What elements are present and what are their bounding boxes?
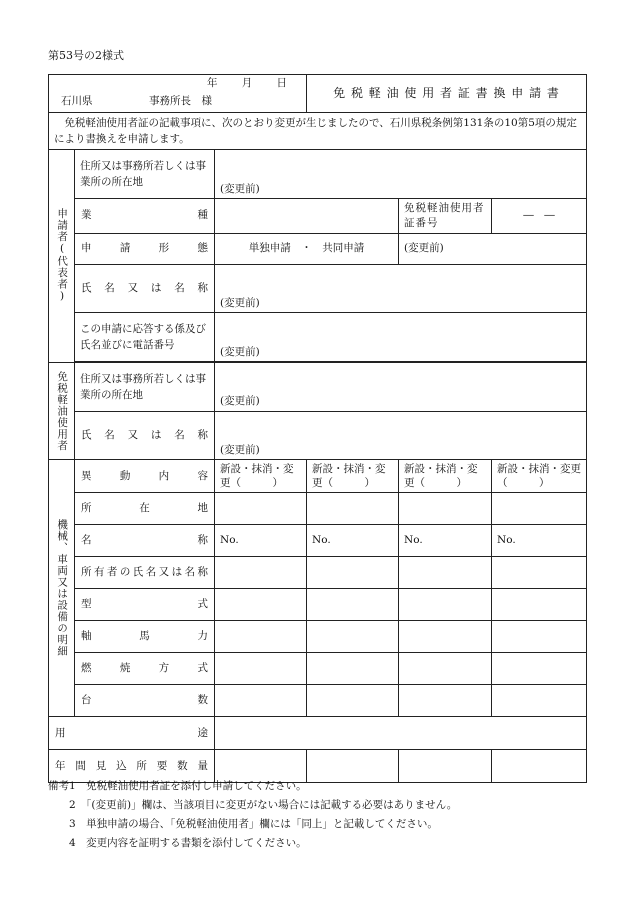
date-addressee-cell bbox=[49, 75, 307, 113]
owner-value-2[interactable] bbox=[307, 557, 399, 589]
applicant-address-label: 住所又は事務所若しくは事業所の所在地 bbox=[75, 150, 215, 199]
count-value-3[interactable] bbox=[399, 685, 492, 717]
form-title: 免 税 軽 油 使 用 者 証 書 換 申 請 書 bbox=[307, 75, 587, 113]
location-label: 所在地 bbox=[75, 493, 215, 525]
applicant-group-label: 申請者(代表者) bbox=[49, 150, 75, 363]
combustion-value-2[interactable] bbox=[307, 653, 399, 685]
location-value-1[interactable] bbox=[215, 493, 307, 525]
cert-number-value[interactable]: ― ― bbox=[492, 198, 587, 233]
contact-label: この申請に応答する係及び氏名並びに電話番号 bbox=[75, 313, 215, 362]
contact-before[interactable]: (変更前) bbox=[215, 344, 587, 362]
horsepower-value-1[interactable] bbox=[215, 621, 307, 653]
model-value-4[interactable] bbox=[492, 589, 587, 621]
change-option-1[interactable]: 新設・抹消・変更（ ） bbox=[215, 460, 307, 493]
cert-number-label: 免税軽油使用者証番号 bbox=[399, 198, 492, 233]
location-value-2[interactable] bbox=[307, 493, 399, 525]
owner-label: 所有者の氏名又は名称 bbox=[75, 557, 215, 589]
addressee-prefecture: 石川県 bbox=[61, 95, 93, 107]
date-day-label: 日 bbox=[276, 77, 287, 89]
applicant-address-value[interactable] bbox=[215, 150, 587, 181]
user-address-value[interactable] bbox=[215, 362, 587, 393]
contact-value[interactable] bbox=[215, 313, 587, 344]
horsepower-value-3[interactable] bbox=[399, 621, 492, 653]
machine-name-label: 名称 bbox=[75, 525, 215, 557]
change-option-3[interactable]: 新設・抹消・変更（ ） bbox=[399, 460, 492, 493]
combustion-value-4[interactable] bbox=[492, 653, 587, 685]
note-2: 2 「(変更前)」欄は、当該項目に変更がない場合には記載する必要はありません。 bbox=[48, 799, 458, 811]
model-value-3[interactable] bbox=[399, 589, 492, 621]
application-form-label: 申請形態 bbox=[75, 233, 215, 264]
owner-value-3[interactable] bbox=[399, 557, 492, 589]
note-4: 4 変更内容を証明する書類を添付してください。 bbox=[48, 837, 307, 849]
machine-no-2[interactable]: No. bbox=[307, 525, 399, 557]
location-value-4[interactable] bbox=[492, 493, 587, 525]
count-value-4[interactable] bbox=[492, 685, 587, 717]
model-value-2[interactable] bbox=[307, 589, 399, 621]
machine-no-3[interactable]: No. bbox=[399, 525, 492, 557]
application-form-before[interactable]: (変更前) bbox=[399, 233, 587, 264]
owner-value-4[interactable] bbox=[492, 557, 587, 589]
user-address-before[interactable]: (変更前) bbox=[215, 393, 587, 411]
user-name-value[interactable] bbox=[215, 411, 587, 442]
location-value-3[interactable] bbox=[399, 493, 492, 525]
combustion-value-1[interactable] bbox=[215, 653, 307, 685]
user-address-label: 住所又は事務所若しくは事業所の所在地 bbox=[75, 362, 215, 411]
applicant-name-label: 氏名又は名称 bbox=[75, 264, 215, 313]
combustion-label: 燃焼方式 bbox=[75, 653, 215, 685]
owner-value-1[interactable] bbox=[215, 557, 307, 589]
business-value[interactable] bbox=[215, 198, 399, 233]
purpose-value[interactable] bbox=[215, 717, 587, 750]
count-value-2[interactable] bbox=[307, 685, 399, 717]
machine-no-4[interactable]: No. bbox=[492, 525, 587, 557]
annual-quantity-4[interactable] bbox=[492, 750, 587, 783]
count-label: 台数 bbox=[75, 685, 215, 717]
application-form-options[interactable]: 単独申請 ・ 共同申請 bbox=[215, 233, 399, 264]
intro-text: 免税軽油使用者証の記載事項に、次のとおり変更が生じましたので、石川県税条例第131条の10第5項の規定により書換えを申請します。 bbox=[49, 113, 587, 150]
horsepower-label: 軸馬力 bbox=[75, 621, 215, 653]
purpose-label: 用途 bbox=[49, 717, 215, 750]
count-value-1[interactable] bbox=[215, 685, 307, 717]
change-option-4[interactable]: 新設・抹消・変更（ ） bbox=[492, 460, 587, 493]
note-3: 3 単独申請の場合、「免税軽油使用者」欄には「同上」と記載してください。 bbox=[48, 818, 438, 830]
model-label: 型式 bbox=[75, 589, 215, 621]
form-number: 第53号の2様式 bbox=[48, 49, 124, 62]
applicant-address-before[interactable]: (変更前) bbox=[215, 181, 587, 199]
horsepower-value-2[interactable] bbox=[307, 621, 399, 653]
notes-section bbox=[48, 777, 457, 853]
model-value-1[interactable] bbox=[215, 589, 307, 621]
annual-quantity-label: 年間見込所要数量 bbox=[49, 750, 215, 783]
date-month-label: 月 bbox=[241, 77, 253, 89]
addressee-office: 事務所長 様 bbox=[149, 95, 212, 107]
user-name-before[interactable]: (変更前) bbox=[215, 442, 587, 460]
machines-group-label: 機械、車両又は設備の明細 bbox=[49, 460, 75, 717]
business-label: 業種 bbox=[75, 198, 215, 233]
application-form-table bbox=[48, 74, 587, 783]
combustion-value-3[interactable] bbox=[399, 653, 492, 685]
machine-no-1[interactable]: No. bbox=[215, 525, 307, 557]
note-1: 備考1 免税軽油使用者証を添付し申請してください。 bbox=[48, 780, 307, 792]
change-option-2[interactable]: 新設・抹消・変更（ ） bbox=[307, 460, 399, 493]
user-name-label: 氏名又は名称 bbox=[75, 411, 215, 460]
user-group-label: 免税軽油使用者 bbox=[49, 362, 75, 459]
horsepower-value-4[interactable] bbox=[492, 621, 587, 653]
applicant-name-before[interactable]: (変更前) bbox=[215, 295, 587, 313]
change-label: 異動内容 bbox=[75, 460, 215, 493]
date-year-label: 年 bbox=[207, 77, 218, 89]
applicant-name-value[interactable] bbox=[215, 264, 587, 295]
